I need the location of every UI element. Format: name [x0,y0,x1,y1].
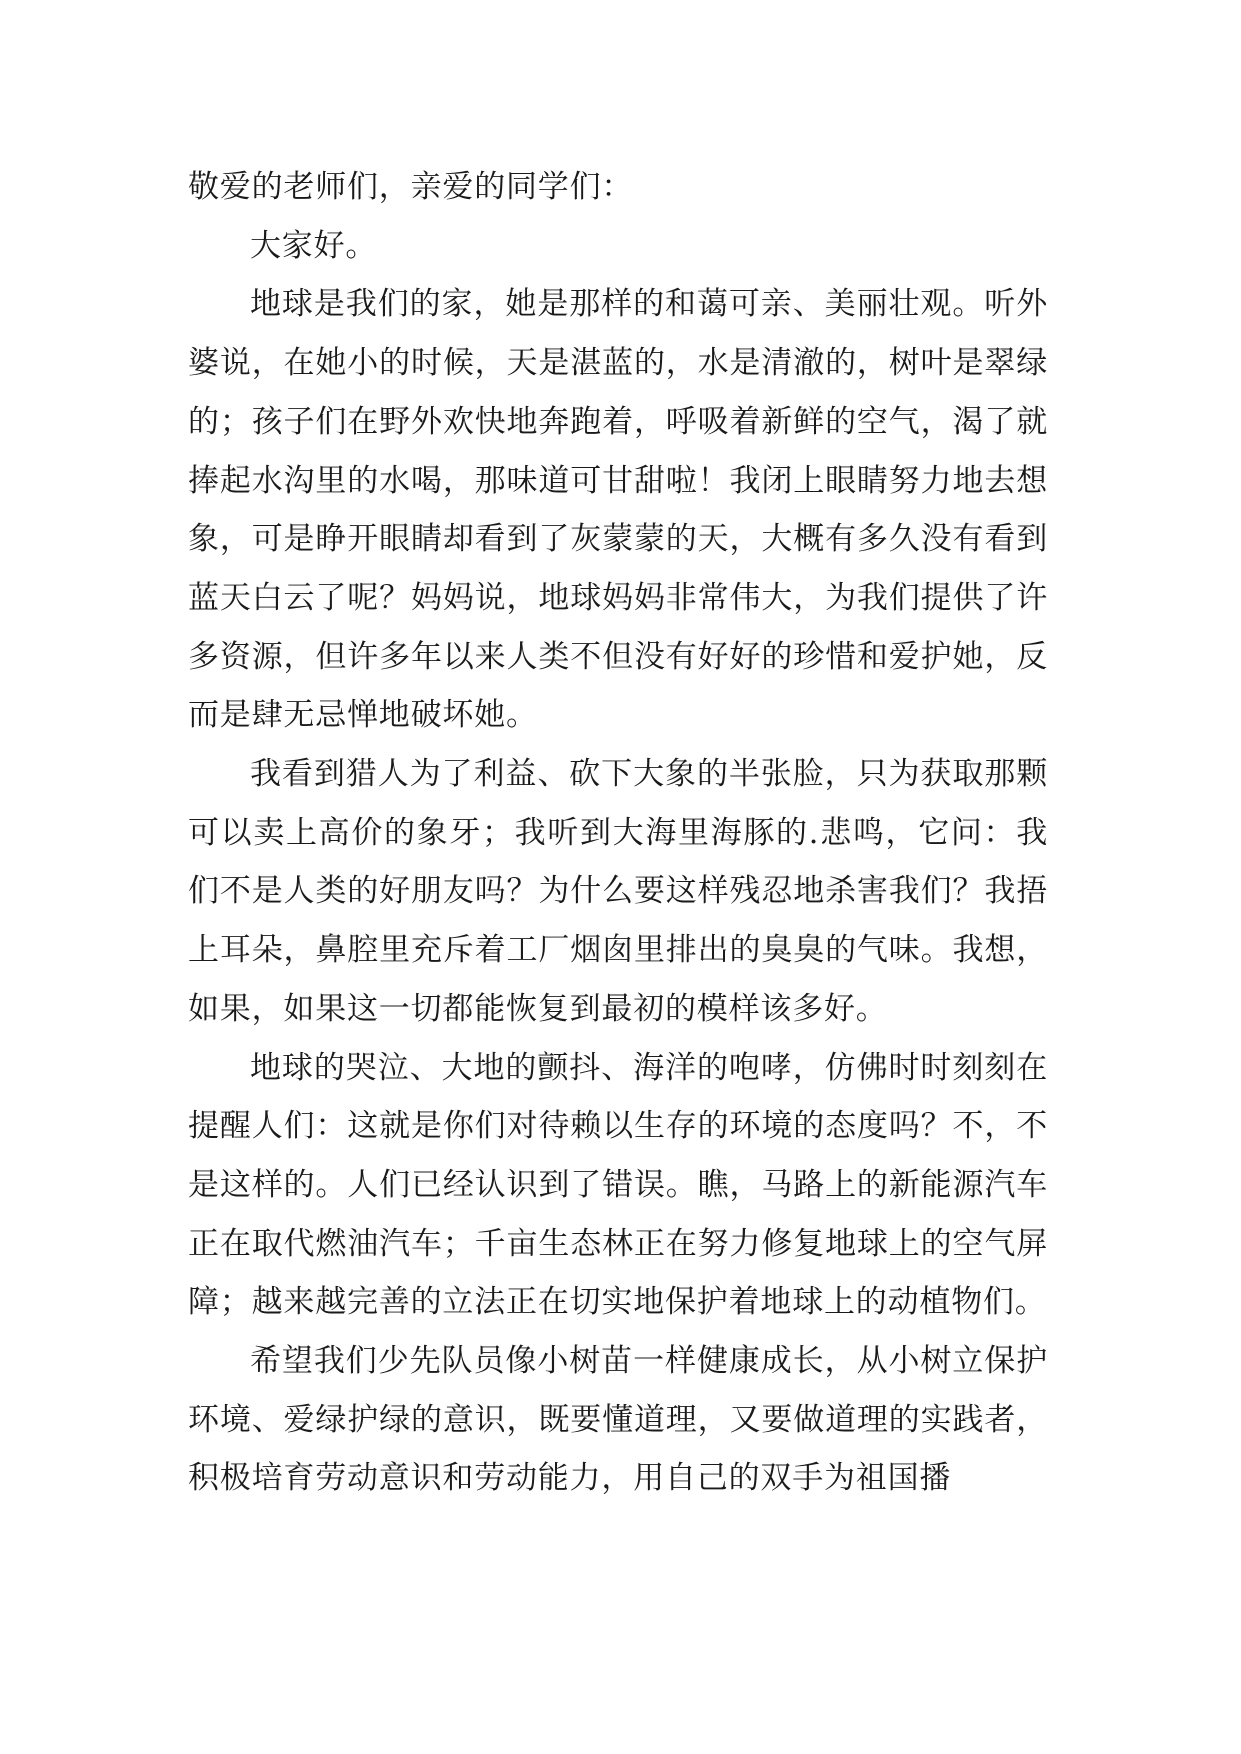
salutation: 敬爱的老师们，亲爱的同学们： [188,169,634,205]
paragraph-earth-home: 地球是我们的家，她是那样的和蔼可亲、美丽壮观。听外婆说，在她小的时候，天是湛蓝的，水是清澈的，树叶是翠绿的；孩子们在野外欢快地奔跑着，呼吸着新鲜的空气，渴了就捧起水沟里的水喝，那味道可甘甜啦！我闭上眼睛努力地去想象，可是睁开眼睛却看到了灰蒙蒙的天，大概有多久没有看到蓝天白云了呢？妈妈说，地球妈妈非常伟大，为我们提供了许多资源，但许多年以来人类不但没有好好的珍惜和爱护她，反而是肆无忌惮地破坏她。 [188,286,1048,734]
paragraph-hope: 希望我们少先队员像小树苗一样健康成长，从小树立保护环境、爱绿护绿的意识，既要懂道理，又要做道理的实践者，积极培育劳动意识和劳动能力，用自己的双手为祖国播 [188,1343,1048,1497]
paragraph-animals: 我看到猎人为了利益、砍下大象的半张脸，只为获取那颗可以卖上高价的象牙；我听到大海里海豚的.悲鸣，它问：我们不是人类的好朋友吗？为什么要这样残忍地杀害我们？我捂上耳朵，鼻腔里充斥着工厂烟囱里排出的臭臭的气味。我想，如果，如果这一切都能恢复到最初的模样该多好。 [188,756,1048,1027]
paragraph-earth-crying: 地球的哭泣、大地的颤抖、海洋的咆哮，仿佛时时刻刻在提醒人们：这就是你们对待赖以生存的环境的态度吗？不，不是这样的。人们已经认识到了错误。瞧，马路上的新能源汽车正在取代燃油汽车；千亩生态林正在努力修复地球上的空气屏障；越来越完善的立法正在切实地保护着地球上的动植物们。 [188,1049,1048,1321]
greeting: 大家好。 [250,227,378,264]
document-body [188,158,1048,1508]
